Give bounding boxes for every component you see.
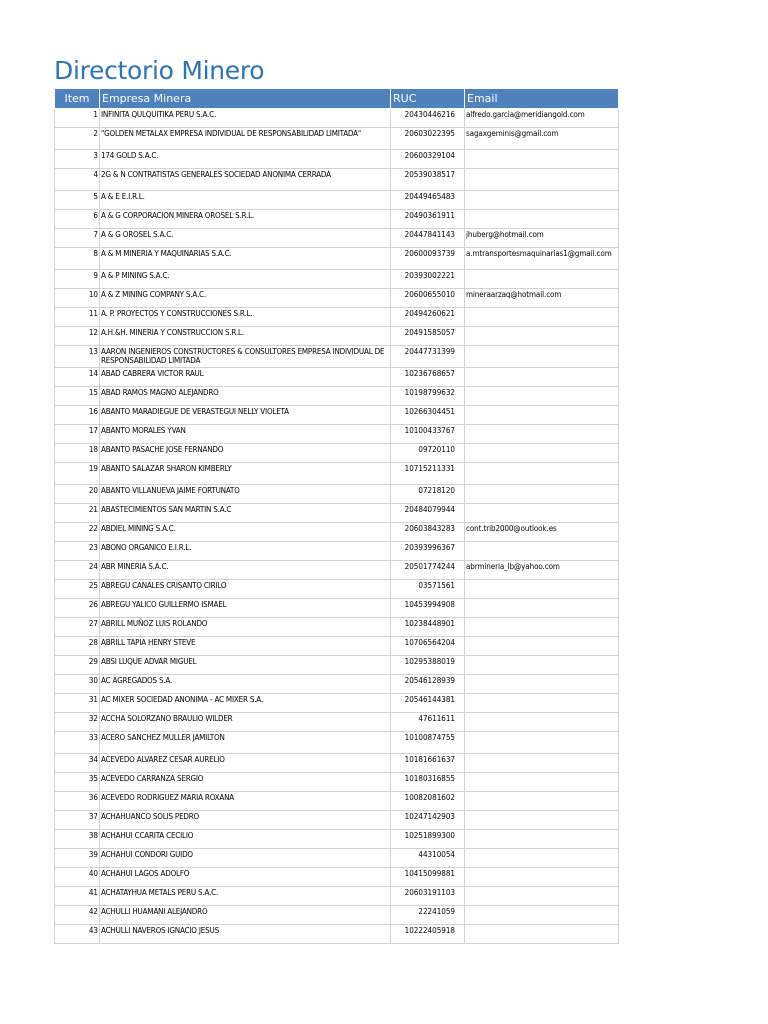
row-company-name: ACHULLI HUAMANI ALEJANDRO (100, 906, 391, 925)
row-company-name: A & G CORPORACION MINERA OROSEL S.R.L. (100, 210, 391, 229)
table-row (55, 887, 619, 906)
table-row (55, 289, 619, 308)
table-row (55, 618, 619, 637)
row-item: 16 (55, 406, 100, 425)
row-email (465, 150, 619, 169)
table-row (55, 425, 619, 444)
header-email: Email (465, 89, 619, 109)
row-item: 26 (55, 599, 100, 618)
row-ruc: 20600329104 (391, 150, 465, 169)
table-row (55, 150, 619, 169)
row-ruc: 10180316855 (391, 773, 465, 792)
row-item: 14 (55, 368, 100, 387)
row-email: cont.trib2000@outlook.es (465, 523, 619, 542)
table-row (55, 773, 619, 792)
table-row (55, 346, 619, 368)
row-ruc: 10266304451 (391, 406, 465, 425)
row-email (465, 792, 619, 811)
row-ruc: 10453994908 (391, 599, 465, 618)
row-item: 42 (55, 906, 100, 925)
row-item: 39 (55, 849, 100, 868)
row-company-name: AARON INGENIEROS CONSTRUCTORES & CONSULTORES EMPRESA INDIVIDUAL DE RESPONSABILIDAD LIMITADA (100, 346, 391, 368)
row-company-name: ABONO ORGANICO E.I.R.L. (100, 542, 391, 561)
table-row (55, 694, 619, 713)
row-item: 37 (55, 811, 100, 830)
table-row (55, 308, 619, 327)
row-ruc: 20393996367 (391, 542, 465, 561)
row-company-name: AC AGREGADOS S.A. (100, 675, 391, 694)
row-ruc: 20393002221 (391, 270, 465, 289)
table-row (55, 270, 619, 289)
row-ruc: 10238448901 (391, 618, 465, 637)
row-item: 6 (55, 210, 100, 229)
row-company-name: ABANTO VILLANUEVA JAIME FORTUNATO (100, 485, 391, 504)
row-item: 38 (55, 830, 100, 849)
row-item: 21 (55, 504, 100, 523)
row-ruc: 10236768657 (391, 368, 465, 387)
row-email (465, 868, 619, 887)
row-ruc: 10082081602 (391, 792, 465, 811)
table-row (55, 368, 619, 387)
table-row (55, 868, 619, 887)
row-company-name: ACEVEDO CARRANZA SERGIO (100, 773, 391, 792)
row-company-name: AC MIXER SOCIEDAD ANONIMA - AC MIXER S.A. (100, 694, 391, 713)
row-item: 8 (55, 248, 100, 270)
row-email (465, 504, 619, 523)
table-row (55, 191, 619, 210)
row-email (465, 463, 619, 485)
row-company-name: ABREGU YALICO GUILLERMO ISMAEL (100, 599, 391, 618)
row-email (465, 327, 619, 346)
row-item: 43 (55, 925, 100, 944)
row-email (465, 406, 619, 425)
row-item: 13 (55, 346, 100, 368)
row-company-name: ABANTO MORALES YVAN (100, 425, 391, 444)
table-row (55, 906, 619, 925)
row-ruc: 20447731399 (391, 346, 465, 368)
row-email: mineraarzaq@hotmail.com (465, 289, 619, 308)
row-email (465, 773, 619, 792)
table-row (55, 542, 619, 561)
row-email (465, 542, 619, 561)
table-row (55, 504, 619, 523)
row-company-name: ACHAHUI CONDORI GUIDO (100, 849, 391, 868)
row-email (465, 656, 619, 675)
row-company-name: ACEVEDO ALVAREZ CESAR AURELIO (100, 754, 391, 773)
row-company-name: "GOLDEN METALAX EMPRESA INDIVIDUAL DE RESPONSABILIDAD LIMITADA" (100, 128, 391, 150)
row-email (465, 599, 619, 618)
row-email: abrmineria_lb@yahoo.com (465, 561, 619, 580)
row-ruc: 20490361911 (391, 210, 465, 229)
row-ruc: 10715211331 (391, 463, 465, 485)
table-row (55, 830, 619, 849)
row-email (465, 906, 619, 925)
row-email (465, 485, 619, 504)
row-item: 36 (55, 792, 100, 811)
table-row (55, 485, 619, 504)
table-row (55, 327, 619, 346)
row-email (465, 694, 619, 713)
table-row (55, 792, 619, 811)
row-item: 35 (55, 773, 100, 792)
table-row (55, 229, 619, 248)
row-ruc: 10706564204 (391, 637, 465, 656)
row-item: 33 (55, 732, 100, 754)
row-company-name: A. P. PROYECTOS Y CONSTRUCCIONES S.R.L. (100, 308, 391, 327)
table-row (55, 849, 619, 868)
row-item: 19 (55, 463, 100, 485)
header-ruc: RUC (391, 89, 465, 109)
row-company-name: ACERO SANCHEZ MULLER JAMILTON (100, 732, 391, 754)
row-item: 41 (55, 887, 100, 906)
table-row (55, 656, 619, 675)
row-item: 20 (55, 485, 100, 504)
row-email (465, 849, 619, 868)
row-email (465, 169, 619, 191)
row-email (465, 637, 619, 656)
row-email (465, 811, 619, 830)
row-email: jhuberg@hotmail.com (465, 229, 619, 248)
row-ruc: 20539038517 (391, 169, 465, 191)
table-row (55, 248, 619, 270)
row-company-name: ACHATAYHUA METALS PERU S.A.C. (100, 887, 391, 906)
table-row (55, 732, 619, 754)
row-company-name: ACCHA SOLORZANO BRAULIO WILDER (100, 713, 391, 732)
row-item: 24 (55, 561, 100, 580)
row-item: 31 (55, 694, 100, 713)
row-ruc: 10247142903 (391, 811, 465, 830)
table-row (55, 713, 619, 732)
row-company-name: 2G & N CONTRATISTAS GENERALES SOCIEDAD ANONIMA CERRADA (100, 169, 391, 191)
row-company-name: ABAD CABRERA VICTOR RAUL (100, 368, 391, 387)
row-item: 22 (55, 523, 100, 542)
row-ruc: 10222405918 (391, 925, 465, 944)
row-email: sagaxgeminis@gmail.com (465, 128, 619, 150)
row-item: 12 (55, 327, 100, 346)
row-company-name: ACHAHUI CCARITA CECILIO (100, 830, 391, 849)
row-email (465, 270, 619, 289)
row-email (465, 713, 619, 732)
row-ruc: 10181661637 (391, 754, 465, 773)
row-ruc: 47611611 (391, 713, 465, 732)
table-row (55, 109, 619, 128)
row-email (465, 425, 619, 444)
row-ruc: 09720110 (391, 444, 465, 463)
page-title: Directorio Minero (54, 56, 265, 85)
row-email (465, 444, 619, 463)
row-email (465, 368, 619, 387)
row-item: 32 (55, 713, 100, 732)
row-ruc: 10295388019 (391, 656, 465, 675)
row-email (465, 580, 619, 599)
row-ruc: 20603843283 (391, 523, 465, 542)
row-item: 4 (55, 169, 100, 191)
row-item: 17 (55, 425, 100, 444)
row-company-name: A & M MINERIA Y MAQUINARIAS S.A.C. (100, 248, 391, 270)
row-ruc: 22241059 (391, 906, 465, 925)
row-company-name: ABANTO MARADIEGUE DE VERASTEGUI NELLY VIOLETA (100, 406, 391, 425)
row-item: 9 (55, 270, 100, 289)
row-company-name: ABAD RAMOS MAGNO ALEJANDRO (100, 387, 391, 406)
table-row (55, 210, 619, 229)
row-email (465, 925, 619, 944)
row-email (465, 387, 619, 406)
row-item: 34 (55, 754, 100, 773)
row-item: 28 (55, 637, 100, 656)
row-item: 10 (55, 289, 100, 308)
row-company-name: ABASTECIMIENTOS SAN MARTIN S.A.C (100, 504, 391, 523)
row-email (465, 830, 619, 849)
header-item: Item (55, 89, 100, 109)
row-ruc: 20546144381 (391, 694, 465, 713)
table-row (55, 387, 619, 406)
row-ruc: 20430446216 (391, 109, 465, 128)
header-row (55, 89, 619, 109)
row-ruc: 10100433767 (391, 425, 465, 444)
row-ruc: 10100874755 (391, 732, 465, 754)
row-ruc: 20603022395 (391, 128, 465, 150)
row-email: alfredo.garcia@meridiangold.com (465, 109, 619, 128)
row-company-name: ABRILL TAPIA HENRY STEVE (100, 637, 391, 656)
table-row (55, 925, 619, 944)
row-item: 11 (55, 308, 100, 327)
row-email (465, 191, 619, 210)
row-ruc: 20501774244 (391, 561, 465, 580)
row-company-name: A & G OROSEL S.A.C. (100, 229, 391, 248)
row-company-name: ABR MINERIA S.A.C. (100, 561, 391, 580)
row-company-name: ABDIEL MINING S.A.C. (100, 523, 391, 542)
row-ruc: 20546128939 (391, 675, 465, 694)
table-row (55, 406, 619, 425)
row-email (465, 308, 619, 327)
row-ruc: 20603191103 (391, 887, 465, 906)
row-item: 29 (55, 656, 100, 675)
row-item: 40 (55, 868, 100, 887)
row-item: 18 (55, 444, 100, 463)
row-email (465, 675, 619, 694)
table-row (55, 599, 619, 618)
row-company-name: ACHAHUI LAGOS ADOLFO (100, 868, 391, 887)
row-company-name: 174 GOLD S.A.C. (100, 150, 391, 169)
row-ruc: 10415099881 (391, 868, 465, 887)
row-email (465, 732, 619, 754)
table-row (55, 523, 619, 542)
row-company-name: A & Z MINING COMPANY S.A.C. (100, 289, 391, 308)
row-item: 7 (55, 229, 100, 248)
row-company-name: ABREGU CANALES CRISANTO CIRILO (100, 580, 391, 599)
row-company-name: ABANTO SALAZAR SHARON KIMBERLY (100, 463, 391, 485)
row-ruc: 10198799632 (391, 387, 465, 406)
table-row (55, 169, 619, 191)
row-ruc: 10251899300 (391, 830, 465, 849)
table-row (55, 754, 619, 773)
row-item: 30 (55, 675, 100, 694)
table-row (55, 580, 619, 599)
row-ruc: 03571561 (391, 580, 465, 599)
directory-table (54, 88, 619, 944)
table-row (55, 675, 619, 694)
row-email (465, 618, 619, 637)
row-ruc: 07218120 (391, 485, 465, 504)
table-row (55, 637, 619, 656)
row-company-name: ACEVEDO RODRIGUEZ MARIA ROXANA (100, 792, 391, 811)
row-ruc: 20491585057 (391, 327, 465, 346)
row-ruc: 20447841143 (391, 229, 465, 248)
row-item: 27 (55, 618, 100, 637)
row-email (465, 887, 619, 906)
row-item: 15 (55, 387, 100, 406)
row-company-name: A.H.&H. MINERIA Y CONSTRUCCION S.R.L. (100, 327, 391, 346)
table-row (55, 444, 619, 463)
table-row (55, 561, 619, 580)
row-email (465, 346, 619, 368)
row-item: 5 (55, 191, 100, 210)
row-ruc: 20494260621 (391, 308, 465, 327)
row-email (465, 754, 619, 773)
row-ruc: 44310054 (391, 849, 465, 868)
row-item: 2 (55, 128, 100, 150)
row-email: a.mtransportesmaquinarias1@gmail.com (465, 248, 619, 270)
row-ruc: 20449465483 (391, 191, 465, 210)
row-email (465, 210, 619, 229)
row-company-name: A & P MINING S.A.C. (100, 270, 391, 289)
table-row (55, 811, 619, 830)
row-company-name: INFINITA QULQUITIKA PERU S.A.C. (100, 109, 391, 128)
row-company-name: ACHULLI NAVEROS IGNACIO JESUS (100, 925, 391, 944)
table-row (55, 463, 619, 485)
row-company-name: ACHAHUANCO SOLIS PEDRO (100, 811, 391, 830)
row-company-name: ABANTO PASACHE JOSE FERNANDO (100, 444, 391, 463)
row-company-name: ABSI LUQUE ADVAR MIGUEL (100, 656, 391, 675)
row-item: 3 (55, 150, 100, 169)
row-ruc: 20484079944 (391, 504, 465, 523)
row-ruc: 20600093739 (391, 248, 465, 270)
row-company-name: A & E E.I.R.L. (100, 191, 391, 210)
row-company-name: ABRILL MUÑOZ LUIS ROLANDO (100, 618, 391, 637)
header-empresa: Empresa Minera (100, 89, 391, 109)
row-item: 1 (55, 109, 100, 128)
row-ruc: 20600655010 (391, 289, 465, 308)
table-row (55, 128, 619, 150)
row-item: 23 (55, 542, 100, 561)
row-item: 25 (55, 580, 100, 599)
